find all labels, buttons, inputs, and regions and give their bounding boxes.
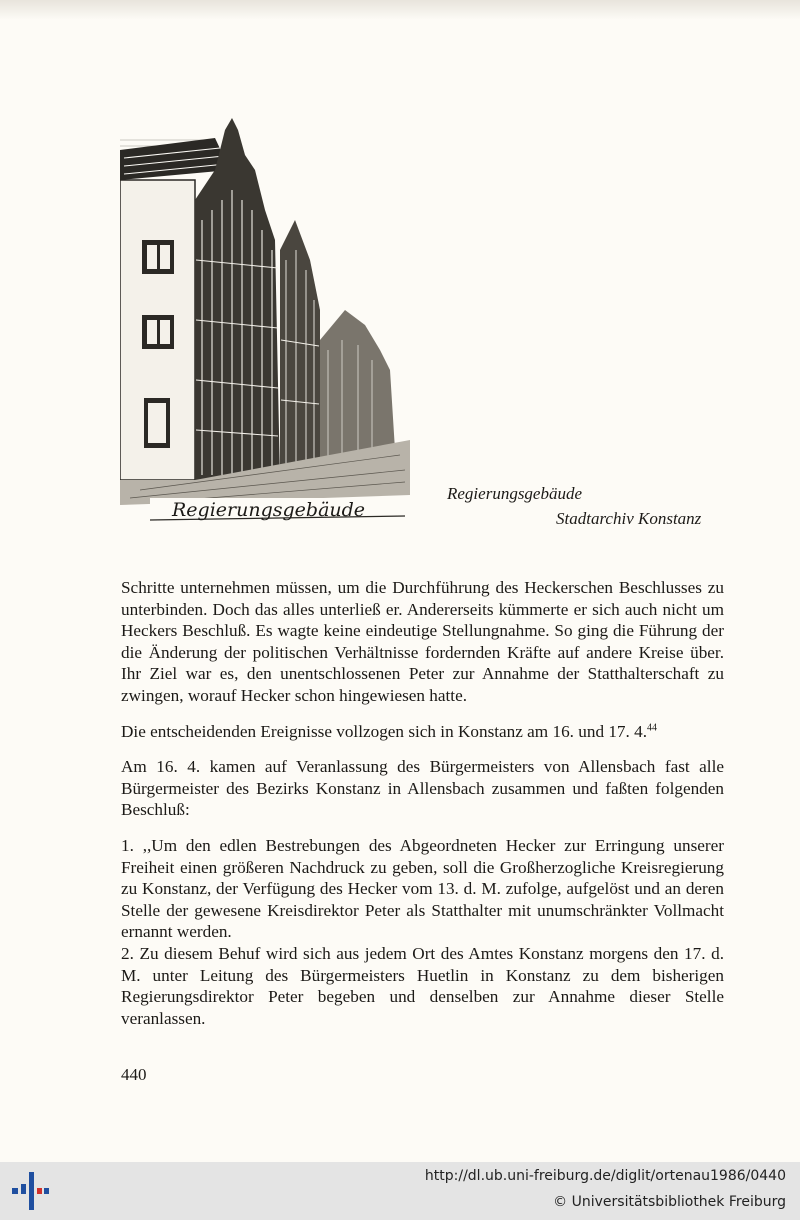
paragraph: Am 16. 4. kamen auf Veranlassung des Bürgermeisters von Allensbach fast alle Bürgermeister des Bezirks Konstanz in Allensbach zusammen und faßten folgenden Beschluß:: [121, 757, 724, 820]
scan-top-edge: [0, 0, 800, 20]
illustration-lettering: Regierungsgebäude: [172, 499, 366, 521]
figure-caption-title: Regierungsgebäude: [447, 484, 583, 503]
body-text: [121, 577, 724, 1043]
viewer-footer: [0, 1162, 800, 1220]
figure-caption-source: Stadtarchiv Konstanz: [556, 509, 702, 528]
paragraph: Schritte unternehmen müssen, um die Durchführung des Heckerschen Beschlusses zu unterbinden. Doch das alles unterließ er. Andererseits kümmerte er sich auch nicht um Heckers Beschluß. Es wagte keine eindeutige Stellungnahme. So ging die Führung der die Änderung der politischen Verhältnisse fordernden Kräfte auf andere Kreise über. Ihr Ziel war es, den unentschlossenen Peter zur Annahme der Statthalterschaft zu zwingen, worauf Hecker schon hingewiesen hatte.: [121, 578, 724, 705]
paragraph: [121, 721, 724, 743]
paragraph-text: Die entscheidenden Ereignisse vollzogen sich in Konstanz am 16. und 17. 4.: [121, 721, 648, 741]
university-logo-icon: [10, 1170, 50, 1212]
page-number: 440: [121, 1065, 147, 1084]
building-illustration: [120, 110, 410, 524]
permalink-url[interactable]: http://dl.ub.uni-freiburg.de/diglit/ortenau1986/0440: [424, 1168, 786, 1184]
copyright-notice: © Universitätsbibliothek Freiburg: [553, 1194, 786, 1210]
footnote-marker: 44: [647, 721, 658, 733]
paragraph: 1. ,,Um den edlen Bestrebungen des Abgeordneten Hecker zur Erringung unserer Freiheit einen größeren Nachdruck zu geben, soll die Großherzogliche Kreisregierung zu Konstanz, der Verfügung des Hecker vom 13. d. M. zufolge, aufgelöst und an deren Stelle der gewesene Kreisdirektor Peter als Statthalter mit unumschränkter Vollmacht ernannt werden.: [121, 835, 724, 942]
paragraph: 2. Zu diesem Behuf wird sich aus jedem Ort des Amtes Konstanz morgens den 17. d. M. unter Leitung des Bürgermeisters Huetlin in Konstanz zu dem bisherigen Regierungsdirektor Peter begeben und denselben zur Annahme dieser Stelle veranlassen.: [121, 943, 724, 1028]
